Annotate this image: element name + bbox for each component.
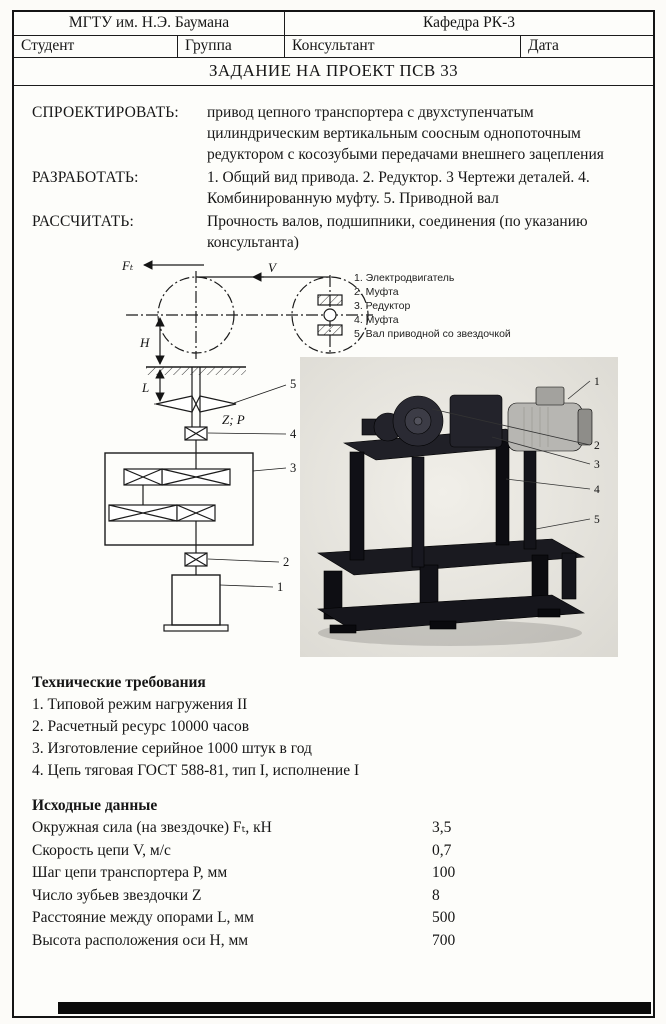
date-label: Дата — [528, 37, 559, 54]
photo-callout-4: 4 — [594, 484, 600, 496]
data-label: Расстояние между опорами L, мм — [32, 909, 254, 926]
photo-callout-3: 3 — [594, 459, 600, 471]
callout-2: 2 — [283, 555, 290, 569]
section-develop — [32, 167, 637, 209]
section-calculate — [32, 211, 637, 253]
group-label: Группа — [178, 36, 285, 57]
university-cell: МГТУ им. Н.Э. Баумана — [14, 12, 285, 35]
header-row-1 — [14, 12, 653, 35]
data-label: Окружная сила (на звездочке) Fₜ, кН — [32, 819, 272, 836]
callout-3: 3 — [290, 461, 297, 475]
initial-data — [32, 794, 637, 952]
photo-callout-5: 5 — [594, 514, 600, 526]
data-label: Число зубьев звездочки Z — [32, 886, 202, 904]
data-value: 3,5 — [432, 819, 452, 836]
tech-requirement-item: 4. Цепь тяговая ГОСТ 588-81, тип I, исполнение I — [32, 762, 360, 779]
assignment-title: ЗАДАНИЕ НА ПРОЕКТ ПСВ 33 — [14, 57, 653, 85]
document-frame — [12, 10, 655, 1018]
velocity-label: V — [268, 260, 276, 275]
scan-artifact-bar — [58, 1002, 651, 1014]
motor-body — [508, 403, 582, 451]
scheme-callouts — [277, 377, 297, 594]
section-design-label: СПРОЕКТИРОВАТЬ: — [32, 104, 179, 121]
section-calculate-label: РАССЧИТАТЬ: — [32, 213, 135, 230]
tech-requirements-title: Технические требования — [32, 674, 206, 691]
motor-junction-box — [536, 387, 564, 405]
height-label: H — [140, 335, 150, 350]
section-calculate-text: Прочность валов, подшипники, соединения (по указанию консультанта) — [207, 213, 588, 251]
data-value: 500 — [432, 909, 456, 926]
department-cell: Кафедра РК-3 — [423, 14, 515, 31]
data-label: Шаг цепи транспортера P, мм — [32, 864, 228, 881]
data-value: 8 — [432, 886, 440, 904]
data-row — [32, 862, 637, 885]
photo-callout-2: 2 — [594, 440, 600, 452]
consultant-label: Консультант — [285, 36, 521, 57]
legend-item: 4. Муфта — [354, 314, 399, 326]
legend-item: 1. Электродвигатель — [354, 272, 455, 284]
legend-item: 5. Вал приводной со звездочкой — [354, 328, 511, 340]
legend-item: 2. Муфта — [354, 286, 399, 298]
tech-requirements — [32, 671, 637, 782]
section-design-text: привод цепного транспортера с двухступенчатым цилиндрическим вертикальным соосным однопоточным редуктором с косозубыми передачами внешнего зацепления — [207, 104, 604, 163]
sprocket-symbol — [156, 396, 192, 412]
data-value: 100 — [432, 864, 456, 881]
data-label: Скорость цепи V, м/с — [32, 841, 171, 859]
bearing-support-symbol — [318, 295, 342, 305]
photo-callout-1: 1 — [594, 376, 600, 388]
tech-requirement-item: 2. Расчетный ресурс 10000 часов — [32, 718, 250, 735]
section-design — [32, 102, 637, 165]
data-row — [32, 930, 637, 953]
section-develop-label: РАЗРАБОТАТЬ: — [32, 169, 139, 186]
data-row — [32, 907, 637, 930]
ground-hatch — [146, 367, 246, 375]
data-value: 700 — [432, 931, 456, 949]
assembly-photo — [300, 357, 618, 657]
data-row — [32, 817, 637, 840]
legend-item: 3. Редуктор — [354, 300, 411, 312]
reducer-body — [450, 395, 502, 447]
document-body — [14, 86, 653, 952]
header-row-2 — [14, 35, 653, 57]
callout-4: 4 — [290, 427, 297, 441]
diagram-area — [32, 257, 637, 663]
data-label: Высота расположения оси H, мм — [32, 931, 249, 949]
sprocket-params-label: Z; P — [222, 412, 245, 427]
gearbox-symbol — [105, 453, 253, 545]
tech-requirement-item: 1. Типовой режим нагружения II — [32, 696, 248, 713]
student-label: Студент — [14, 36, 178, 57]
data-row — [32, 840, 637, 863]
data-row — [32, 885, 637, 908]
initial-data-title: Исходные данные — [32, 797, 158, 814]
section-develop-text: 1. Общий вид привода. 2. Редуктор. 3 Чертежи деталей. 4. Комбинированную муфту. 5. Приводной вал — [207, 169, 590, 207]
motor-symbol — [172, 575, 220, 625]
span-label: L — [142, 380, 150, 395]
data-value: 0,7 — [432, 841, 452, 859]
header-table — [14, 12, 653, 86]
force-label: Fₜ — [122, 258, 134, 273]
callout-1: 1 — [277, 580, 284, 594]
callout-5: 5 — [290, 377, 297, 391]
diagram-legend — [354, 271, 511, 341]
tech-requirement-item: 3. Изготовление серийное 1000 штук в год — [32, 740, 312, 757]
